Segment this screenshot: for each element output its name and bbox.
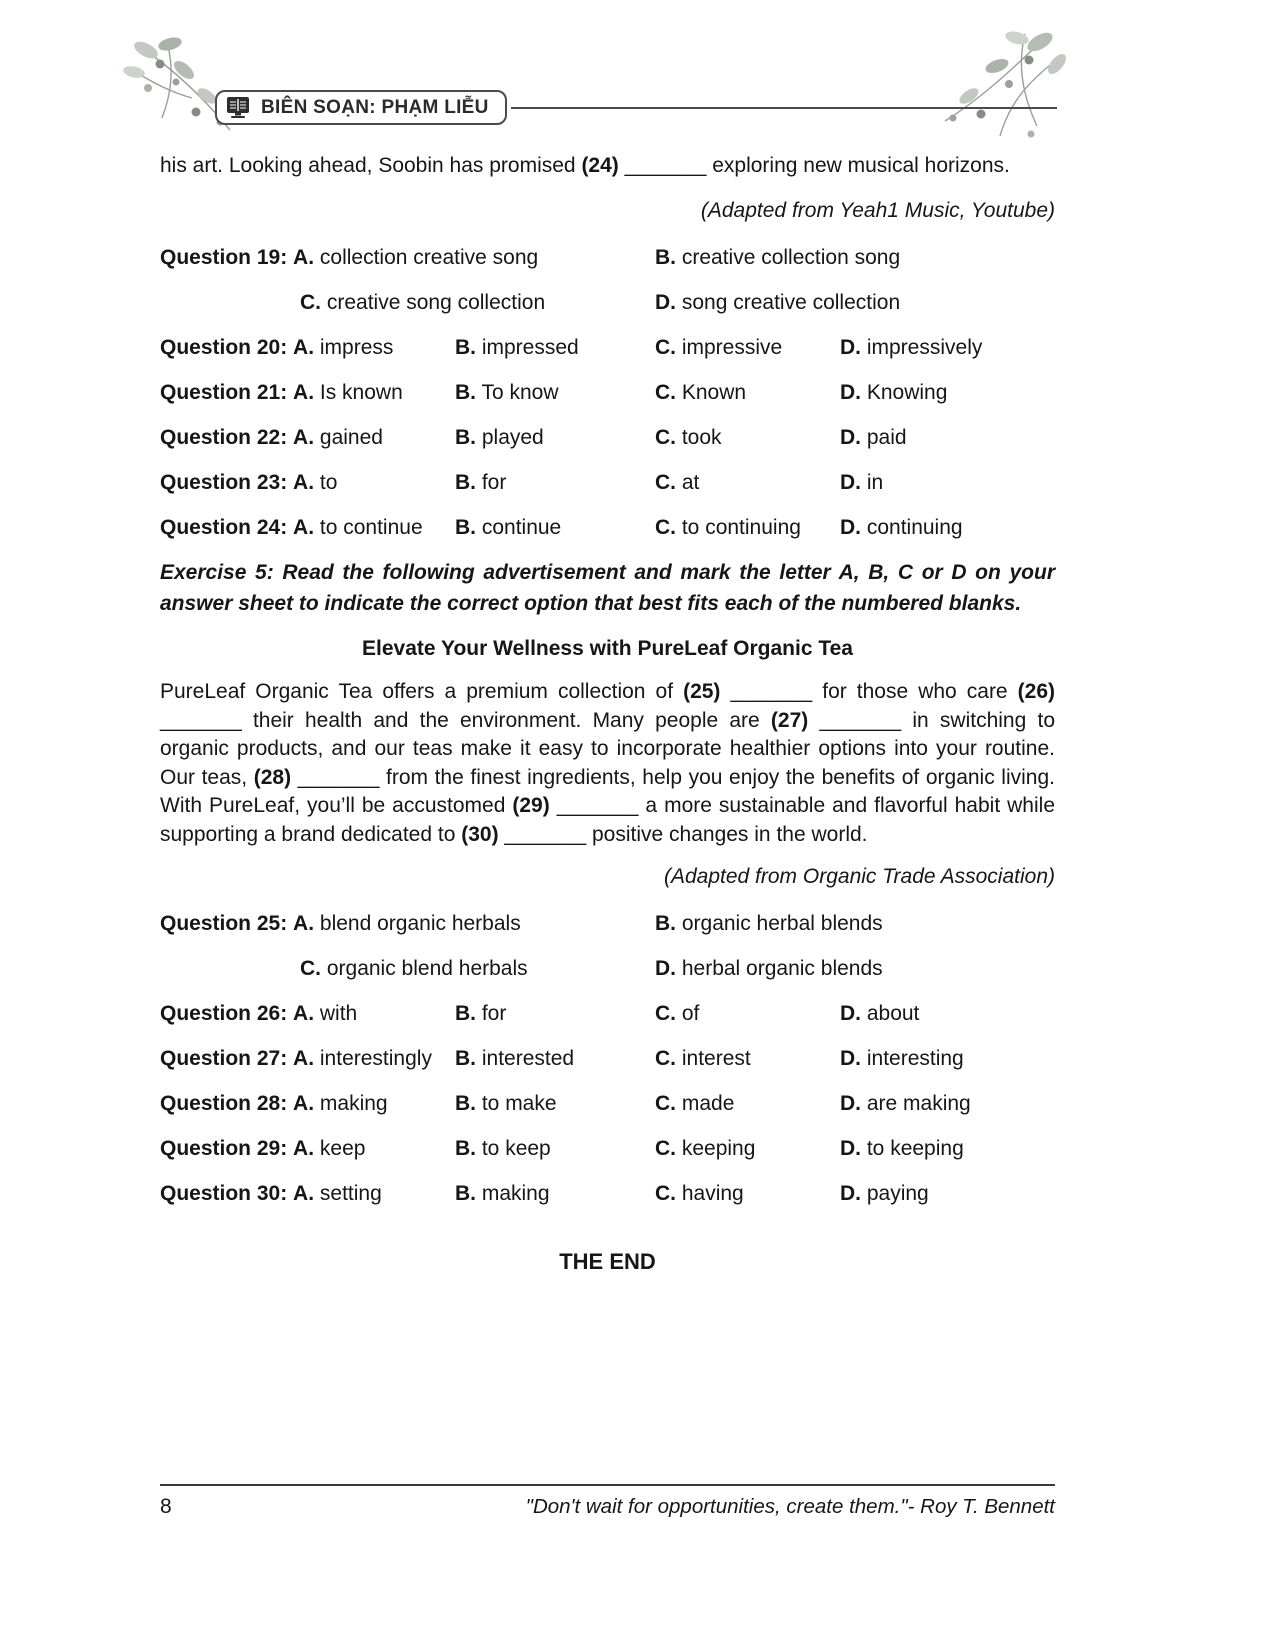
option-text: To know (481, 381, 559, 404)
question-option-a (160, 1133, 455, 1164)
question-option-d (840, 998, 1055, 1029)
question-row (160, 1133, 1055, 1164)
option-text: impressive (681, 336, 783, 359)
option-text: in (866, 471, 884, 494)
question-option-b (455, 512, 655, 543)
question-row (160, 1088, 1055, 1119)
option-text: interested (481, 1047, 575, 1070)
question-option-d (840, 1088, 1055, 1119)
question-option-d (840, 1178, 1055, 1209)
question-label: Question 23: (160, 471, 288, 494)
blank-number: (30) (461, 822, 499, 846)
option-text: of (681, 1002, 700, 1025)
question-option-c (655, 422, 840, 453)
question-label: Question 21: (160, 381, 288, 404)
option-text: song creative collection (681, 291, 901, 314)
question-label: Question 24: (160, 516, 288, 539)
option-text: creative collection song (681, 246, 901, 269)
question-label: Question 19: (160, 246, 288, 269)
option-letter: C. (655, 1092, 676, 1115)
option-letter: B. (455, 426, 476, 449)
page-header (215, 90, 1057, 125)
text-segment: _______ in switching to organic products, and our teas make it easy to incorporate healthier options into your routine. Our teas, (160, 708, 1055, 789)
question-option-b (455, 1133, 655, 1164)
text-segment: _______ a more sustainable and flavorful habit while supporting a brand dedicated to (160, 794, 1055, 846)
text-segment: PureLeaf Organic Tea offers a premium collection of (160, 680, 684, 703)
option-letter: C. (655, 336, 676, 359)
option-letter: D. (840, 1002, 861, 1025)
blank-number: (26) (1017, 680, 1056, 703)
option-letter: D. (840, 381, 861, 404)
option-text: took (681, 426, 722, 449)
option-text: at (681, 471, 700, 494)
option-letter: C. (300, 291, 321, 314)
question-option-c (655, 1088, 840, 1119)
option-letter: A. (293, 246, 315, 269)
question-option-d (840, 1133, 1055, 1164)
option-text: interest (681, 1047, 751, 1070)
option-letter: B. (455, 1047, 476, 1070)
question-option-b (455, 1178, 655, 1209)
option-letter: B. (455, 1092, 476, 1115)
option-text: are making (866, 1092, 971, 1115)
footer-quote: "Don't wait for opportunities, create them."- Roy T. Bennett (525, 1495, 1055, 1518)
blank-number: (24) (581, 154, 619, 177)
question-option-a (160, 1178, 455, 1209)
question-option-d (655, 287, 1055, 318)
question-option-d (655, 953, 1055, 984)
question-option-b (455, 1043, 655, 1074)
question-option-a (160, 512, 455, 543)
blank-number: (27) (770, 708, 809, 732)
option-text: made (681, 1092, 735, 1115)
editor-badge (215, 90, 507, 125)
option-letter: B. (455, 336, 476, 359)
option-letter: D. (655, 291, 676, 314)
option-letter: D. (840, 1137, 861, 1160)
option-text: paying (866, 1182, 929, 1205)
option-text: interestingly (319, 1047, 432, 1070)
option-letter: A. (293, 1092, 315, 1115)
option-letter: D. (840, 1047, 861, 1070)
question-option-b (455, 998, 655, 1029)
text-segment: _______ positive changes in the world. (498, 822, 868, 846)
option-letter: C. (655, 471, 676, 494)
question-option-a (160, 908, 655, 939)
blank-number: (28) (253, 765, 292, 789)
attribution-line: (Adapted from Organic Trade Association) (663, 865, 1055, 888)
option-letter: A. (293, 471, 315, 494)
question-option-b (455, 1088, 655, 1119)
text-segment: _______ exploring new musical horizons. (618, 154, 1010, 177)
option-letter: C. (655, 516, 676, 539)
passage-line (160, 150, 1055, 181)
option-letter: B. (455, 471, 476, 494)
option-text: about (866, 1002, 920, 1025)
option-letter: C. (300, 957, 321, 980)
option-letter: B. (655, 246, 676, 269)
option-letter: D. (840, 516, 861, 539)
option-letter: D. (840, 426, 861, 449)
option-text: keep (319, 1137, 366, 1160)
option-letter: C. (655, 1182, 676, 1205)
question-option-b (455, 422, 655, 453)
option-text: to continue (319, 516, 423, 539)
question-option-c (655, 377, 840, 408)
question-row (160, 467, 1055, 498)
option-text: paid (866, 426, 907, 449)
option-letter: D. (840, 336, 861, 359)
question-option-b (655, 242, 1055, 273)
option-text: to keeping (866, 1137, 964, 1160)
option-letter: C. (655, 1002, 676, 1025)
page-footer (160, 1484, 1055, 1519)
option-text: making (319, 1092, 388, 1115)
option-letter: D. (655, 957, 676, 980)
option-text: having (681, 1182, 744, 1205)
question-label: Question 29: (160, 1137, 288, 1160)
question-row (160, 332, 1055, 363)
attribution-line: (Adapted from Yeah1 Music, Youtube) (700, 199, 1055, 222)
option-letter: A. (293, 426, 315, 449)
question-option-c (655, 332, 840, 363)
blank-number: (29) (512, 794, 550, 817)
option-letter: A. (293, 381, 315, 404)
option-letter: A. (293, 516, 315, 539)
option-text: collection creative song (319, 246, 539, 269)
option-letter: A. (293, 1137, 315, 1160)
option-text: with (319, 1002, 358, 1025)
floral-decoration-left (112, 30, 272, 145)
text-segment: _______ from the finest ingredients, help you enjoy the benefits of organic living. With PureLeaf, you’ll be accustomed (160, 765, 1055, 817)
question-row (160, 512, 1055, 543)
option-text: making (481, 1182, 550, 1205)
option-text: continuing (866, 516, 963, 539)
question-option-c (655, 1133, 840, 1164)
editor-badge-label: BIÊN SOẠN: PHẠM LIỄU (261, 96, 489, 118)
option-letter: A. (293, 1002, 315, 1025)
book-icon (226, 96, 252, 119)
option-text: Known (681, 381, 747, 404)
question-option-d (840, 422, 1055, 453)
question-option-d (840, 467, 1055, 498)
question-row (160, 422, 1055, 453)
option-letter: C. (655, 1047, 676, 1070)
option-letter: D. (840, 1092, 861, 1115)
question-label: Question 25: (160, 912, 288, 935)
the-end-label: THE END (559, 1249, 656, 1274)
option-letter: C. (655, 1137, 676, 1160)
option-text: impressively (866, 336, 983, 359)
option-text: impressed (481, 336, 579, 359)
question-row (160, 998, 1055, 1029)
option-text: to make (481, 1092, 557, 1115)
option-letter: A. (293, 336, 315, 359)
option-letter: A. (293, 912, 315, 935)
option-text: to continuing (681, 516, 801, 539)
question-label: Question 20: (160, 336, 288, 359)
option-letter: B. (655, 912, 676, 935)
option-text: Knowing (866, 381, 948, 404)
option-letter: B. (455, 516, 476, 539)
question-label: Question 30: (160, 1182, 288, 1205)
question-option-a (160, 1043, 455, 1074)
question-option-a (160, 242, 655, 273)
text-segment: his art. Looking ahead, Soobin has promised (160, 154, 582, 177)
page-number: 8 (160, 1495, 172, 1518)
question-option-b (455, 332, 655, 363)
option-text: to keep (481, 1137, 551, 1160)
option-text: impress (319, 336, 394, 359)
option-letter: D. (840, 1182, 861, 1205)
option-letter: C. (655, 426, 676, 449)
question-option-d (840, 332, 1055, 363)
header-rule (511, 107, 1057, 109)
option-letter: D. (840, 471, 861, 494)
question-option-c (655, 1043, 840, 1074)
advertisement-paragraph (160, 678, 1055, 849)
option-text: keeping (681, 1137, 756, 1160)
text-segment: _______ for those who care (720, 680, 1018, 703)
question-row (160, 377, 1055, 408)
question-option-a (160, 467, 455, 498)
question-option-c (655, 467, 840, 498)
option-letter: C. (655, 381, 676, 404)
question-option-a (160, 377, 455, 408)
question-row (160, 1178, 1055, 1209)
question-row (160, 908, 1055, 939)
option-text: gained (319, 426, 383, 449)
question-option-d (840, 377, 1055, 408)
blank-number: (25) (683, 680, 721, 703)
question-option-c (655, 998, 840, 1029)
question-option-b (655, 908, 1055, 939)
option-text: to (319, 471, 338, 494)
text-segment: _______ their health and the environment. Many people are (160, 708, 771, 732)
exercise-heading: Exercise 5: Read the following advertisement and mark the letter A, B, C or D on your answer sheet to indicate the correct option that best fits each of the numbered blanks. (160, 561, 1055, 615)
option-letter: B. (455, 381, 476, 404)
option-text: continue (481, 516, 562, 539)
question-option-c (160, 287, 655, 318)
option-letter: B. (455, 1137, 476, 1160)
option-text: played (481, 426, 544, 449)
option-text: herbal organic blends (681, 957, 883, 980)
question-option-a (160, 422, 455, 453)
question-option-d (840, 512, 1055, 543)
option-letter: A. (293, 1182, 315, 1205)
question-option-d (840, 1043, 1055, 1074)
question-label: Question 22: (160, 426, 288, 449)
page-content (160, 150, 1055, 1275)
question-option-a (160, 998, 455, 1029)
question-label: Question 26: (160, 1002, 288, 1025)
option-text: interesting (866, 1047, 964, 1070)
question-option-b (455, 467, 655, 498)
question-option-c (655, 1178, 840, 1209)
option-text: blend organic herbals (319, 912, 521, 935)
advertisement-title: Elevate Your Wellness with PureLeaf Organic Tea (362, 637, 853, 660)
option-letter: B. (455, 1002, 476, 1025)
option-letter: A. (293, 1047, 315, 1070)
question-option-b (455, 377, 655, 408)
question-option-a (160, 332, 455, 363)
question-row (160, 1043, 1055, 1074)
question-row (160, 953, 1055, 984)
question-label: Question 27: (160, 1047, 288, 1070)
option-text: creative song collection (326, 291, 546, 314)
option-text: for (481, 1002, 507, 1025)
question-label: Question 28: (160, 1092, 288, 1115)
question-row (160, 287, 1055, 318)
option-text: setting (319, 1182, 382, 1205)
option-text: Is known (319, 381, 403, 404)
question-option-a (160, 1088, 455, 1119)
option-letter: B. (455, 1182, 476, 1205)
option-text: organic blend herbals (326, 957, 528, 980)
question-option-c (655, 512, 840, 543)
option-text: organic herbal blends (681, 912, 883, 935)
option-text: for (481, 471, 507, 494)
question-option-c (160, 953, 655, 984)
question-row (160, 242, 1055, 273)
